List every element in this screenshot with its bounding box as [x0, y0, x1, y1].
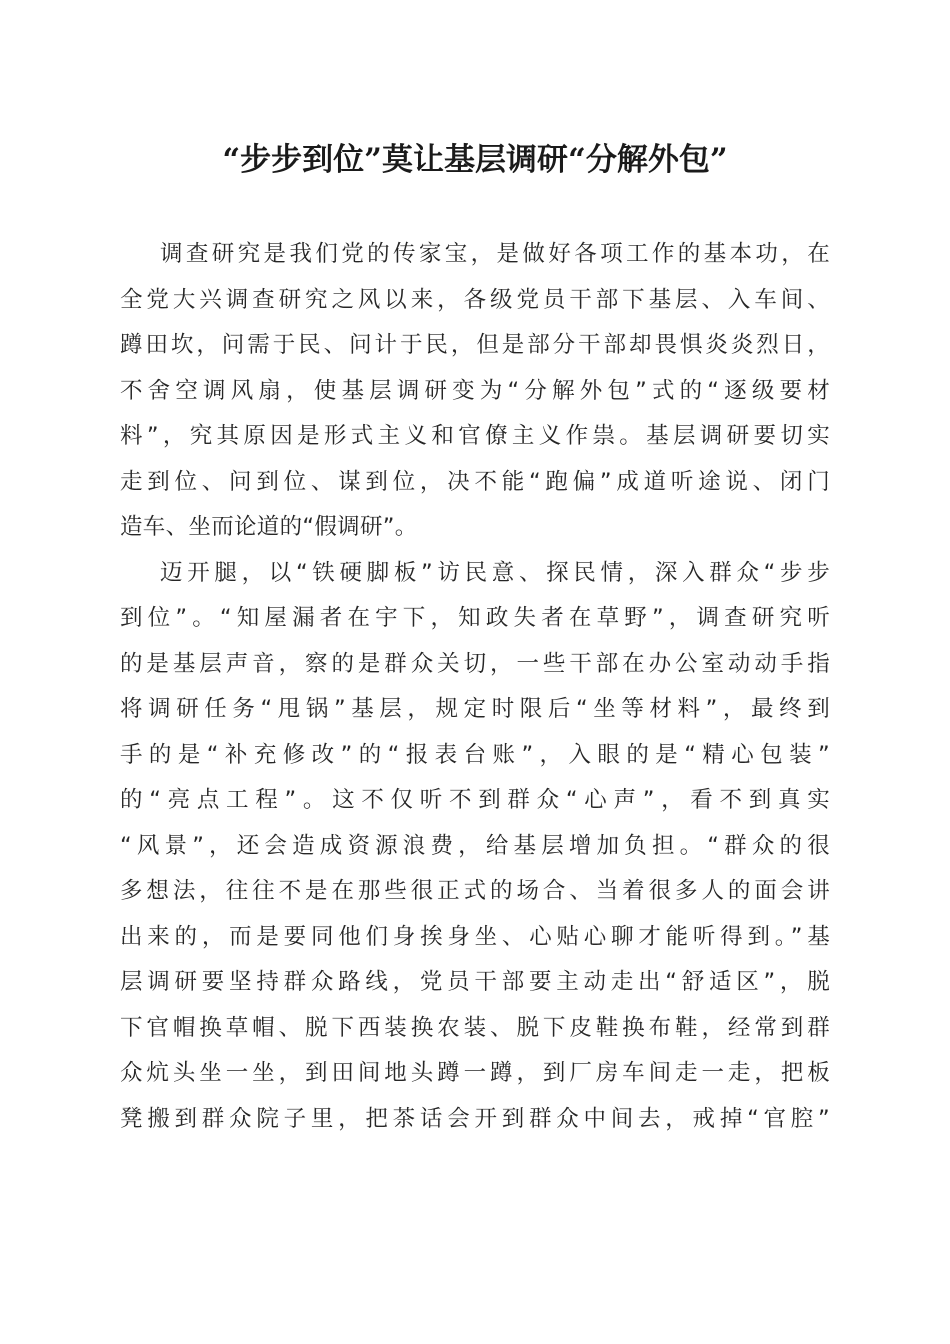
text-line: 手的是“补充修改”的“报表台账”，入眼的是“精心包装” — [120, 741, 830, 768]
text-line: 蹲田坎，问需于民、问计于民，但是部分干部却畏惧炎炎烈日， — [120, 332, 830, 358]
text-line: 走到位、问到位、谋到位，决不能“跑偏”成道听途说、闭门 — [120, 468, 830, 495]
document-body — [120, 232, 830, 1142]
text-line: 凳搬到群众院子里，把茶话会开到群众中间去，戒掉“官腔” — [120, 1105, 830, 1132]
text-line: 到位”。“知屋漏者在宇下，知政失者在草野”，调查研究听 — [120, 605, 830, 631]
document-title: “步步到位”莫让基层调研“分解外包” — [222, 142, 728, 178]
paragraph-2 — [120, 551, 830, 1143]
text-line: 下官帽换草帽、脱下西装换农装、脱下皮鞋换布鞋，经常到群 — [120, 1014, 830, 1041]
text-line: “风景”，还会造成资源浪费，给基层增加负担。“群众的很 — [120, 832, 830, 859]
paragraph-1 — [120, 232, 830, 551]
text-line: 不舍空调风扇，使基层调研变为“分解外包”式的“逐级要材 — [120, 377, 830, 404]
text-line: 众炕头坐一坐，到田间地头蹲一蹲，到厂房车间走一走，把板 — [120, 1060, 830, 1086]
text-line: 出来的，而是要同他们身挨身坐、心贴心聊才能听得到。”基 — [120, 923, 830, 950]
text-line: 调查研究是我们党的传家宝，是做好各项工作的基本功，在 — [160, 241, 830, 267]
text-line: 全党大兴调查研究之风以来，各级党员干部下基层、入车间、 — [120, 286, 830, 313]
text-line: 造车、坐而论道的“假调研”。 — [120, 514, 418, 540]
text-line: 迈开腿，以“铁硬脚板”访民意、探民情，深入群众“步步 — [160, 559, 830, 586]
text-line: 料”，究其原因是形式主义和官僚主义作祟。基层调研要切实 — [120, 423, 830, 449]
text-line: 层调研要坚持群众路线，党员干部要主动走出“舒适区”，脱 — [120, 969, 830, 995]
text-line: 将调研任务“甩锅”基层，规定时限后“坐等材料”，最终到 — [120, 696, 830, 722]
text-line: 多想法，往往不是在那些很正式的场合、当着很多人的面会讲 — [120, 878, 830, 904]
text-line: 的“亮点工程”。这不仅听不到群众“心声”，看不到真实 — [120, 787, 830, 813]
text-line: 的是基层声音，察的是群众关切，一些干部在办公室动动手指 — [120, 650, 830, 677]
